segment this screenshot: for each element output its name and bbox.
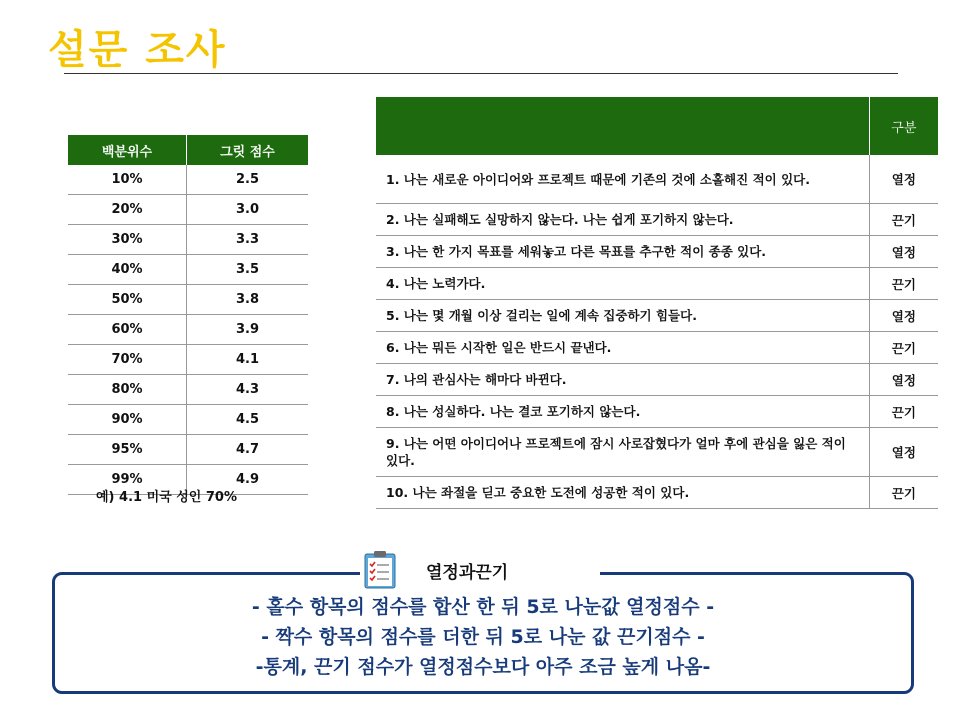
score-cell: 3.5: [187, 255, 309, 285]
question-cell: 4. 나는 노력가다.: [376, 268, 869, 300]
summary-line-odd: - 홀수 항목의 점수를 합산 한 뒤 5로 나눈값 열정점수 -: [251, 596, 715, 618]
percentile-table: [68, 135, 308, 495]
table-row: [376, 204, 938, 236]
question-cell: 10. 나는 좌절을 딛고 중요한 도전에 성공한 적이 있다.: [376, 477, 869, 509]
table-row: [376, 364, 938, 396]
percentile-cell: 60%: [68, 315, 187, 345]
page-title: 설문 조사: [48, 27, 227, 73]
percentile-cell: 90%: [68, 405, 187, 435]
table-row: [68, 405, 308, 435]
category-cell: 끈기: [869, 204, 938, 236]
table-row: [68, 195, 308, 225]
table-row: [376, 396, 938, 428]
percentile-cell: 30%: [68, 225, 187, 255]
table-row: [68, 255, 308, 285]
percentile-cell: 40%: [68, 255, 187, 285]
example-note: 예) 4.1 미국 성인 70%: [96, 490, 237, 505]
score-cell: 3.9: [187, 315, 309, 345]
table-row: [376, 268, 938, 300]
category-cell: 열정: [869, 428, 938, 477]
score-cell: 2.5: [187, 165, 309, 195]
percentile-cell: 95%: [68, 435, 187, 465]
header-question: [376, 97, 869, 155]
score-cell: 3.0: [187, 195, 309, 225]
table-row: [376, 300, 938, 332]
header-percentile: 백분위수: [68, 135, 187, 165]
header-category: 구분: [869, 97, 938, 155]
table-row: [68, 225, 308, 255]
question-cell: 5. 나는 몇 개월 이상 걸리는 일에 계속 집중하기 힘들다.: [376, 300, 869, 332]
score-cell: 4.1: [187, 345, 309, 375]
score-cell: 4.9: [187, 465, 309, 495]
percentile-cell: 80%: [68, 375, 187, 405]
question-cell: 9. 나는 어떤 아이디어나 프로젝트에 잠시 사로잡혔다가 얼마 후에 관심을 잃은 적이 있다.: [376, 428, 869, 477]
summary-box-title: 열정과끈기: [426, 562, 509, 583]
table-row: [68, 285, 308, 315]
category-cell: 끈기: [869, 332, 938, 364]
table-row: [68, 435, 308, 465]
question-table: [376, 97, 938, 509]
question-cell: 7. 나의 관심사는 해마다 바뀐다.: [376, 364, 869, 396]
percentile-cell: 99%: [68, 465, 187, 495]
score-cell: 3.3: [187, 225, 309, 255]
question-cell: 8. 나는 성실하다. 나는 결코 포기하지 않는다.: [376, 396, 869, 428]
title-divider: [64, 73, 898, 74]
summary-box-heading: [360, 548, 600, 592]
clipboard-checklist-icon: [362, 550, 398, 590]
summary-line-stats: -통계, 끈기 점수가 열정점수보다 아주 조금 높게 나옴-: [255, 656, 711, 678]
summary-line-even: - 짝수 항목의 점수를 더한 뒤 5로 나눈 값 끈기점수 -: [261, 626, 705, 648]
category-cell: 열정: [869, 236, 938, 268]
category-cell: 열정: [869, 364, 938, 396]
category-cell: 열정: [869, 155, 938, 204]
table-row: [376, 332, 938, 364]
question-table-header: [376, 97, 938, 155]
question-cell: 6. 나는 뭐든 시작한 일은 반드시 끝낸다.: [376, 332, 869, 364]
score-cell: 4.5: [187, 405, 309, 435]
question-cell: 1. 나는 새로운 아이디어와 프로젝트 때문에 기존의 것에 소홀해진 적이 있다.: [376, 155, 869, 204]
question-cell: 2. 나는 실패해도 실망하지 않는다. 나는 쉽게 포기하지 않는다.: [376, 204, 869, 236]
table-row: [68, 345, 308, 375]
score-cell: 4.3: [187, 375, 309, 405]
score-cell: 3.8: [187, 285, 309, 315]
table-row: [68, 165, 308, 195]
percentile-cell: 50%: [68, 285, 187, 315]
category-cell: 끈기: [869, 477, 938, 509]
percentile-cell: 70%: [68, 345, 187, 375]
percentile-cell: 20%: [68, 195, 187, 225]
summary-lines: [52, 592, 914, 682]
table-row: [68, 315, 308, 345]
category-cell: 끈기: [869, 268, 938, 300]
percentile-cell: 10%: [68, 165, 187, 195]
table-row: [68, 375, 308, 405]
score-cell: 4.7: [187, 435, 309, 465]
category-cell: 끈기: [869, 396, 938, 428]
table-row: [376, 155, 938, 204]
category-cell: 열정: [869, 300, 938, 332]
table-row: [376, 477, 938, 509]
percentile-table-header: [68, 135, 308, 165]
table-row: [376, 428, 938, 477]
table-row: [376, 236, 938, 268]
question-cell: 3. 나는 한 가지 목표를 세워놓고 다른 목표를 추구한 적이 종종 있다.: [376, 236, 869, 268]
header-grit-score: 그릿 점수: [187, 135, 309, 165]
